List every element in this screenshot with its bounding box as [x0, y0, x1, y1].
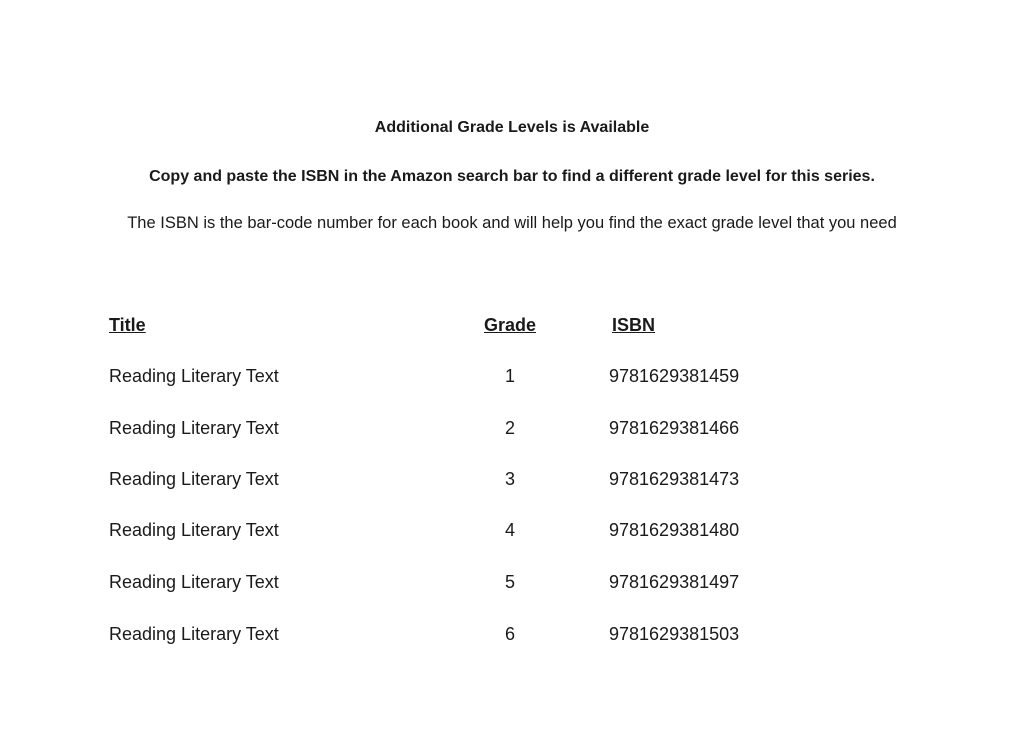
page-heading: Additional Grade Levels is Available	[374, 119, 650, 136]
row-isbn: 9781629381503	[609, 624, 740, 644]
table-row	[0, 624, 1024, 648]
row-title: Reading Literary Text	[109, 469, 279, 489]
row-grade: 3	[504, 469, 515, 489]
table-row	[0, 418, 1024, 442]
row-isbn: 9781629381473	[609, 469, 740, 489]
row-title: Reading Literary Text	[109, 572, 279, 592]
row-isbn: 9781629381466	[609, 418, 740, 438]
row-title: Reading Literary Text	[109, 366, 279, 386]
table-row	[0, 572, 1024, 596]
row-title: Reading Literary Text	[109, 418, 279, 438]
header-title: Title	[109, 315, 146, 335]
row-title: Reading Literary Text	[109, 624, 279, 644]
row-grade: 6	[504, 624, 515, 644]
header-grade: Grade	[484, 315, 537, 335]
row-title: Reading Literary Text	[109, 520, 279, 540]
row-grade: 1	[504, 366, 515, 386]
instruction-text: Copy and paste the ISBN in the Amazon search bar to find a different grade level for this series.	[149, 168, 875, 185]
table-row	[0, 469, 1024, 493]
header-isbn: ISBN	[612, 315, 656, 335]
row-isbn: 9781629381480	[609, 520, 740, 540]
table-row	[0, 366, 1024, 390]
note-text: The ISBN is the bar-code number for each book and will help you find the exact grade level that you need	[127, 214, 897, 232]
row-isbn: 9781629381497	[609, 572, 740, 592]
table-row	[0, 520, 1024, 544]
row-grade: 4	[504, 520, 515, 540]
row-isbn: 9781629381459	[609, 366, 740, 386]
row-grade: 5	[504, 572, 515, 592]
row-grade: 2	[504, 418, 515, 438]
